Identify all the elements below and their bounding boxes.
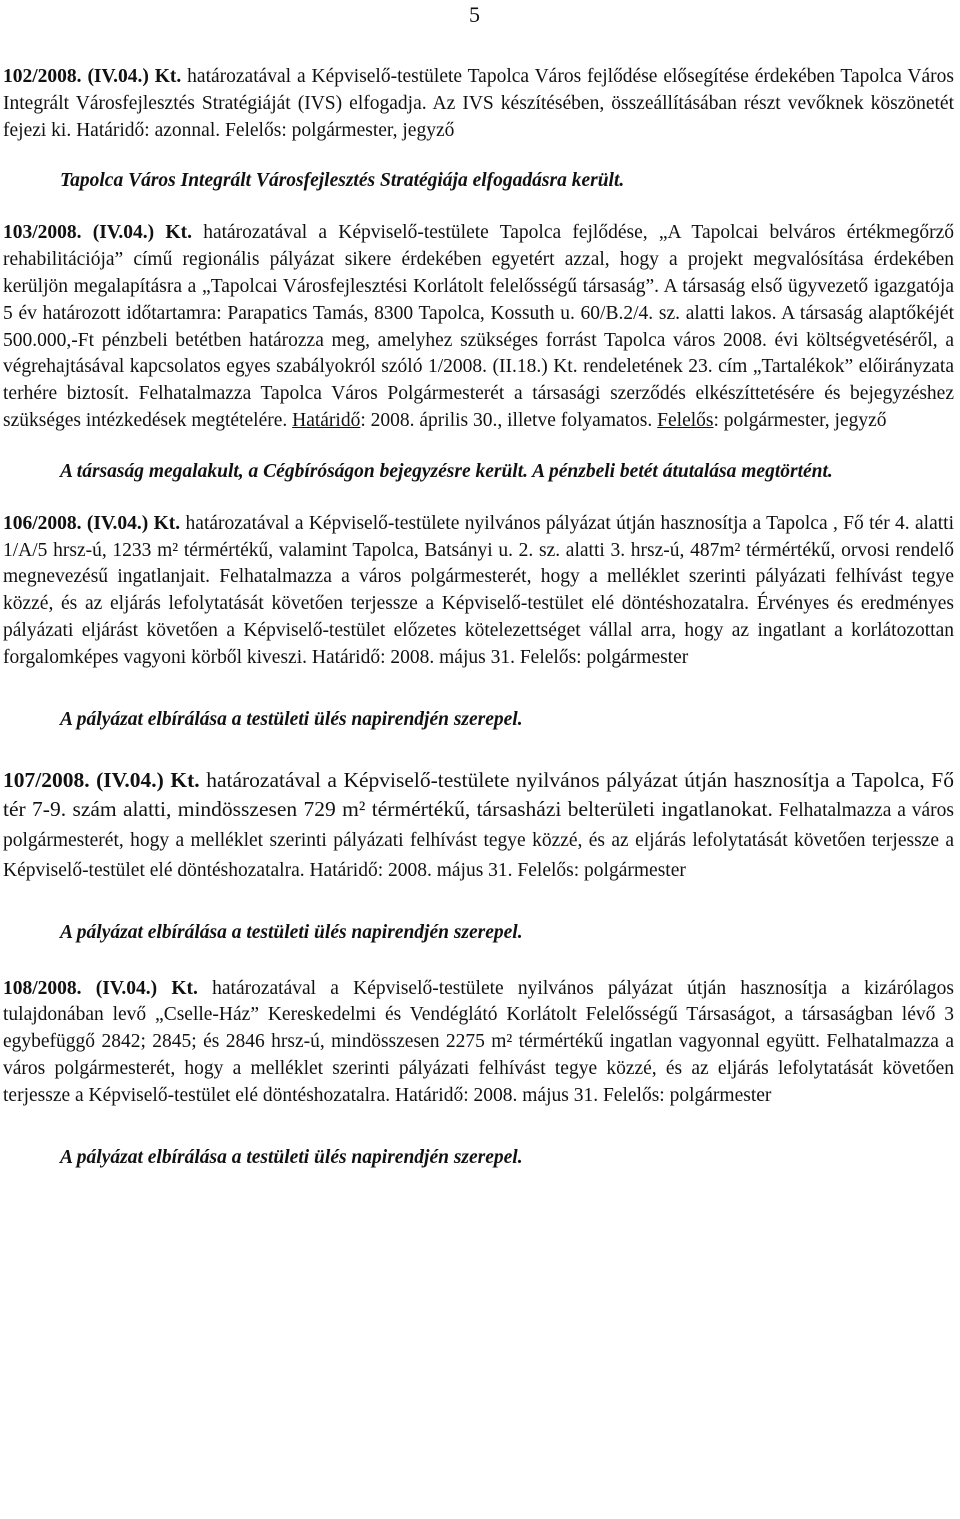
resolution-status: A pályázat elbírálása a testületi ülés napirendjén szerepel.: [60, 1146, 523, 1168]
resolution-107: [3, 766, 954, 885]
resolution-number: 106/2008. (IV.04.) Kt.: [3, 512, 181, 534]
resolution-number: 103/2008. (IV.04.) Kt.: [3, 222, 192, 244]
resolution-number: 102/2008. (IV.04.) Kt.: [3, 66, 182, 87]
resolution-text: határozatával a Képviselő-testülete nyilvános pályázat útján hasznosítja a Tapolca , Fő tér 4. alatti 1/A/5 hrsz-ú, 1233 m² térmértékű, valamint Tapolca, Batsányi u. 2. sz. alatti 3. hrsz-ú, 487m² térmértékű, orvosi rendelő megnevezésű ingatlanjait. Felhatalmazza a város polgármesterét, hogy a melléklet szerinti pályázati felhívást tegye közzé, és az eljárás lefolytatását követően terjessze a Képviselő-testület elé döntéshozatalra. Érvényes és eredményes pályázati eljárást követően a Képviselő-testület előzetes kötelezettséget vállal arra, hogy az ingatlant a korlátozottan forgalomképes vagyoni körből kiveszi. Határidő: 2008. május 31. Felelős: polgármester: [3, 512, 954, 668]
resolution-status: A pályázat elbírálása a testületi ülés napirendjén szerepel.: [60, 921, 523, 943]
resolution-status: A pályázat elbírálása a testületi ülés napirendjén szerepel.: [60, 708, 523, 730]
resolution-103: [3, 220, 954, 434]
resolution-number: 108/2008. (IV.04.) Kt.: [3, 977, 198, 999]
resolution-text: Felhatalmazza a város polgármesterét, hogy a melléklet szerinti pályázati felhívást tegye közzé, és az eljárás lefolytatását követően terjessze a Képviselő-testület elé döntéshozatalra. Határidő: 2008. május 31. Felelős: polgármester: [3, 799, 955, 881]
resolution-text-large: határozatával a Képviselő-testülete nyilvános pályázat útján hasznosítja a Tapolca, Fő tér 7-9. szám alatti, mindösszesen 729 m² térmértékű, társasházi belterületi ingatlanokat.: [3, 767, 954, 821]
resolution-text: határozatával a Képviselő-testülete Tapolca Város fejlődése elősegítése érdekében Tapolca Város Integrált Városfejlesztés Stratégiáját (IVS) elfogadja. Az IVS készítésében, összeállításában részt vevőknek köszönetét fejezi ki. Határidő: azonnal. Felelős: polgármester, jegyző: [3, 66, 954, 141]
resolution-106: [3, 511, 954, 672]
page-number: 5: [469, 2, 480, 27]
resolution-number: 107/2008. (IV.04.) Kt.: [3, 767, 200, 792]
resolution-108: [3, 976, 954, 1110]
deadline-label: Határidő: [292, 409, 361, 431]
resolution-status: Tapolca Város Integrált Városfejlesztés Stratégiája elfogadásra került.: [60, 170, 625, 192]
resolution-text: határozatával a Képviselő-testülete nyilvános pályázat útján hasznosítja a kizárólagos tulajdonában levő „Cselle-Ház” Kereskedelmi és Vendéglátó Korlátolt Felelősségű Társaságot, a társaságban lévő 3 egybefüggő 2842; 2845; és 2846 hrsz-ú, mindösszesen 2275 m² térmértékű ingatlan vagyonnal együtt. Felhatalmazza a város polgármesterét, hogy a melléklet szerinti pályázati felhívást tegye közzé, és az eljárás lefolytatását követően terjessze a Képviselő-testület elé döntéshozatalra. Határidő: 2008. május 31. Felelős: polgármester: [3, 977, 954, 1106]
resolution-status: A társaság megalakult, a Cégbíróságon bejegyzésre került. A pénzbeli betét átutalása megtörtént.: [60, 460, 833, 482]
deadline-text: : 2008. április 30., illetve folyamatos.: [360, 409, 658, 431]
responsible-text: : polgármester, jegyző: [713, 409, 887, 431]
responsible-label: Felelős: [657, 409, 714, 431]
document-body: [3, 64, 954, 1171]
resolution-102: [3, 64, 954, 144]
resolution-text: határozatával a Képviselő-testülete Tapolca fejlődése, „A Tapolcai belváros értékmegőrző rehabilitációja” című regionális pályázat sikere érdekében egyetért azzal, hogy a projekt megvalósítása érdekében kerüljön megalapításra a „Tapolcai Városfejlesztési Korlátolt felelősségű társaság”. A társaság első ügyvezető igazgatója 5 év határozott időtartamra: Parapatics Tamás, 8300 Tapolca, Kossuth u. 60/B.2/4. sz. alatti lakos. A társaság alaptőkéjét 500.000,-Ft pénzbeli betétben határozza meg, amelyhez szükséges forrást Tapolca város 2008. évi költségvetéséről, a végrehajtásával kapcsolatos egyes szabályokról szóló 1/2008. (II.18.) Kt. rendeletének 23. cím „Tartalékok” előirányzata terhére biztosít. Felhatalmazza Tapolca Város Polgármesterét a társasági szerződés elkészíttetésére és bejegyzéshez szükséges intézkedések megtételére.: [3, 222, 954, 431]
